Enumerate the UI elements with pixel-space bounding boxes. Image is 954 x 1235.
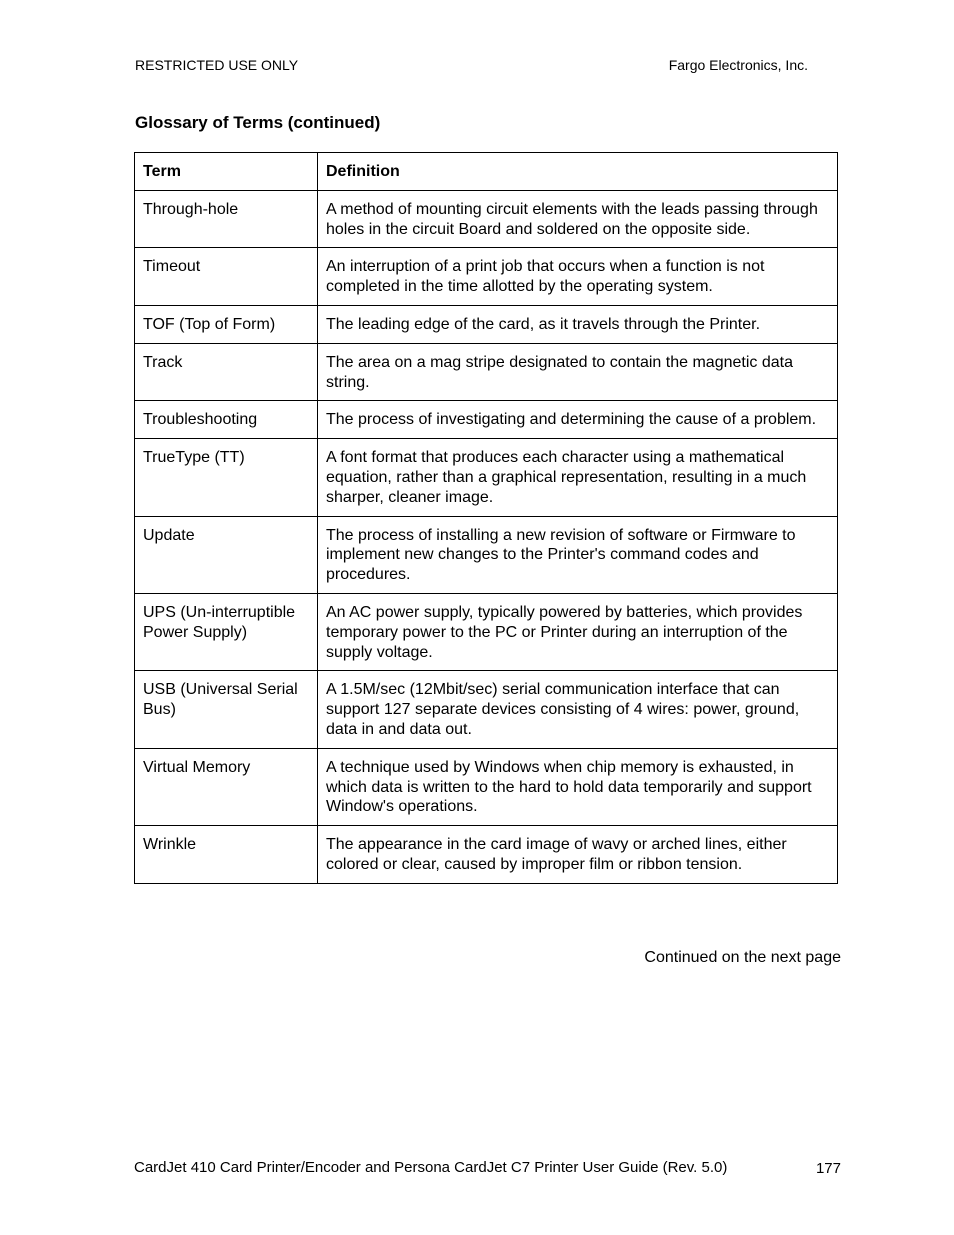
- table-row: [135, 593, 838, 670]
- continued-note: Continued on the next page: [644, 949, 841, 966]
- definition-cell: An AC power supply, typically powered by batteries, which provides temporary power to the PC or Printer during an interruption of the supply voltage.: [318, 593, 838, 670]
- header-company-name: Fargo Electronics, Inc.: [668, 57, 808, 73]
- header-restricted-label: RESTRICTED USE ONLY: [135, 57, 299, 73]
- term-cell: TOF (Top of Form): [135, 305, 318, 343]
- term-cell: Update: [135, 516, 318, 593]
- definition-cell: A 1.5M/sec (12Mbit/sec) serial communication interface that can support 127 separate devices consisting of 4 wires: power, ground, data in and data out.: [318, 671, 838, 748]
- term-cell: TrueType (TT): [135, 439, 318, 516]
- table-row: [135, 401, 838, 439]
- table-row: [135, 305, 838, 343]
- definition-cell: The leading edge of the card, as it travels through the Printer.: [318, 305, 838, 343]
- table-row: [135, 826, 838, 884]
- table-row: [135, 248, 838, 306]
- column-header-term: Term: [135, 153, 318, 191]
- term-cell: Wrinkle: [135, 826, 318, 884]
- definition-cell: The process of investigating and determining the cause of a problem.: [318, 401, 838, 439]
- column-header-definition: Definition: [318, 153, 838, 191]
- term-cell: Track: [135, 343, 318, 401]
- definition-cell: A technique used by Windows when chip memory is exhausted, in which data is written to the hard to hold data temporarily and support Window's operations.: [318, 748, 838, 825]
- definition-cell: A method of mounting circuit elements with the leads passing through holes in the circuit Board and soldered on the opposite side.: [318, 190, 838, 248]
- term-cell: USB (Universal Serial Bus): [135, 671, 318, 748]
- definition-cell: The process of installing a new revision of software or Firmware to implement new changes to the Printer's command codes and procedures.: [318, 516, 838, 593]
- table-row: [135, 671, 838, 748]
- term-cell: Virtual Memory: [135, 748, 318, 825]
- table-row: [135, 343, 838, 401]
- footer-document-title: CardJet 410 Card Printer/Encoder and Persona CardJet C7 Printer User Guide (Rev. 5.0): [134, 1159, 728, 1176]
- term-cell: UPS (Un-interruptible Power Supply): [135, 593, 318, 670]
- definition-cell: An interruption of a print job that occurs when a function is not completed in the time allotted by the operating system.: [318, 248, 838, 306]
- definition-cell: The area on a mag stripe designated to contain the magnetic data string.: [318, 343, 838, 401]
- term-cell: Troubleshooting: [135, 401, 318, 439]
- term-cell: Through-hole: [135, 190, 318, 248]
- glossary-table: [134, 152, 838, 884]
- table-row: [135, 748, 838, 825]
- definition-cell: A font format that produces each character using a mathematical equation, rather than a graphical representation, resulting in a much sharper, cleaner image.: [318, 439, 838, 516]
- definition-cell: The appearance in the card image of wavy or arched lines, either colored or clear, caused by improper film or ribbon tension.: [318, 826, 838, 884]
- term-cell: Timeout: [135, 248, 318, 306]
- section-title: Glossary of Terms (continued): [135, 113, 381, 132]
- table-row: [135, 190, 838, 248]
- footer-page-number: 177: [815, 1160, 841, 1177]
- table-row: [135, 439, 838, 516]
- table-row: [135, 516, 838, 593]
- table-header-row: [135, 153, 838, 191]
